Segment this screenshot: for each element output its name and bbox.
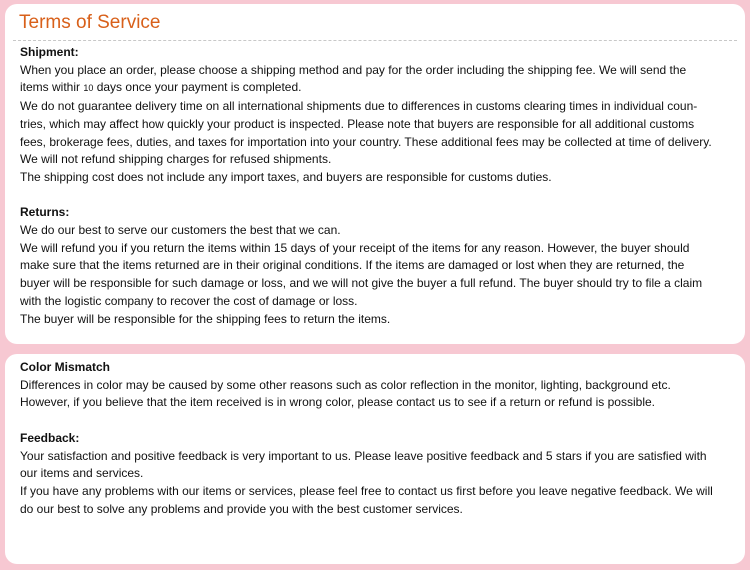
shipment-text-part: days once your payment is completed.: [93, 80, 302, 95]
feedback-text: do our best to solve any problems and provide you with the best customer services.: [20, 501, 463, 516]
policy-panel: [5, 354, 745, 564]
terms-panel: [5, 4, 745, 344]
feedback-text: Your satisfaction and positive feedback is very important to us. Please leave positive feedback and 5 stars if you are satisfied with: [20, 448, 707, 463]
policy-content: [20, 359, 733, 518]
section-spacer: [20, 412, 733, 430]
shipment-text: [20, 79, 733, 98]
returns-text: The buyer will be responsible for the shipping fees to return the items.: [20, 311, 391, 326]
shipment-days-number: 10: [83, 83, 94, 94]
shipment-text: We will not refund shipping charges for refused shipments.: [20, 152, 332, 167]
shipment-heading: Shipment:: [20, 45, 79, 59]
shipment-text: We do not guarantee delivery time on all international shipments due to differences in customs clearing times in individual coun-: [20, 99, 698, 114]
feedback-heading: Feedback:: [20, 430, 80, 445]
color-mismatch-text: Differences in color may be caused by some other reasons such as color reflection in the monitor, lighting, background etc.: [20, 377, 671, 392]
returns-text: buyer will be responsible for such damage or loss, and we will not give the buyer a full refund. The buyer should try to file a claim: [20, 276, 703, 291]
section-spacer: [20, 187, 733, 205]
shipment-text: tries, which may affect how quickly your product is inspected. Please note that buyers are responsible for all additional customs: [20, 116, 695, 131]
color-mismatch-text: However, if you believe that the item received is in wrong color, please contact us to see if a return or refund is possible.: [20, 395, 655, 410]
returns-text: We do our best to serve our customers the best that we can.: [20, 223, 341, 238]
shipment-text: fees, brokerage fees, duties, and taxes for importation into your country. These additional fees may be collected at time of delivery.: [20, 134, 712, 149]
page-title: Terms of Service: [19, 12, 161, 33]
shipment-text: The shipping cost does not include any import taxes, and buyers are responsible for customs duties.: [20, 169, 552, 184]
feedback-text: If you have any problems with our items or services, please feel free to contact us first before you leave negative feedback. We will: [20, 483, 713, 498]
title-divider: [13, 40, 737, 41]
returns-text: make sure that the items returned are in their original conditions. If the items are damaged or lost when they are returned, the: [20, 258, 685, 273]
returns-text: with the logistic company to recover the cost of damage or loss.: [20, 293, 358, 308]
color-mismatch-heading: Color Mismatch: [20, 360, 111, 374]
shipment-text-part: items withir: [20, 80, 81, 95]
terms-content: [20, 44, 733, 328]
returns-text: We will refund you if you return the items within 15 days of your receipt of the items for any reason. However, the buyer should: [20, 240, 690, 255]
feedback-text: our items and services.: [20, 466, 144, 481]
returns-heading: Returns:: [20, 205, 70, 220]
shipment-text: When you place an order, please choose a shipping method and pay for the order including the shipping fee. We will send the: [20, 62, 687, 77]
